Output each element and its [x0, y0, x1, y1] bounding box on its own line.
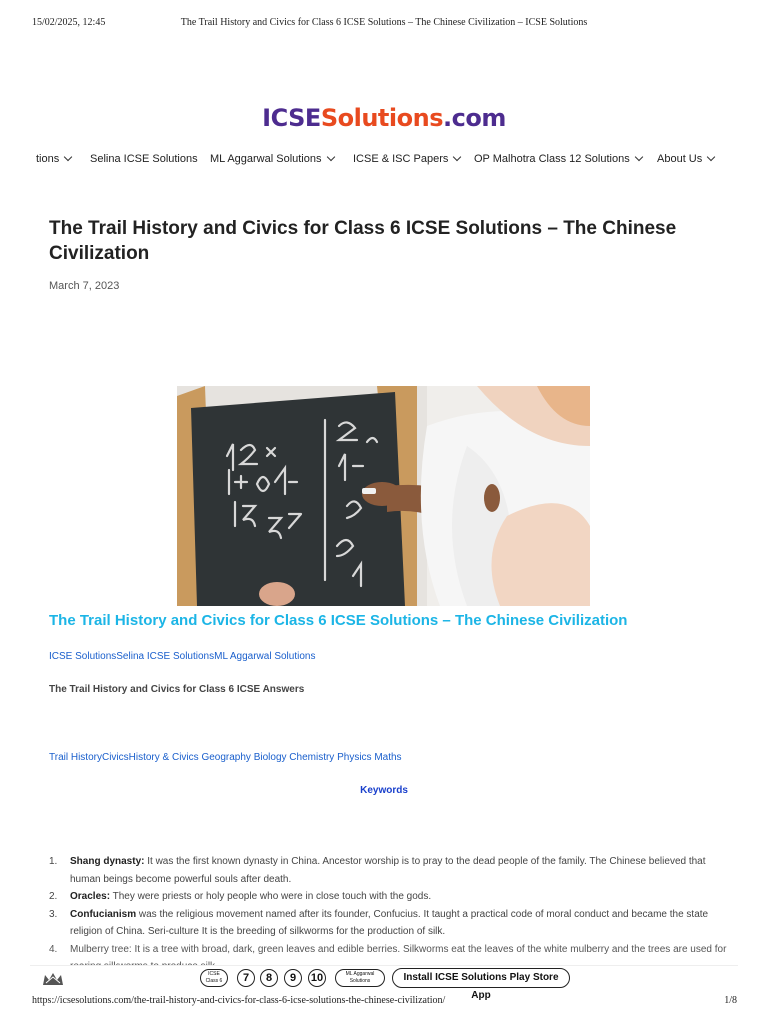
list-item-text: It was the first known dynasty in China. Ancestor worship is to pray to the dead people of the family. The Chinese believed that human beings become powerful souls after death.	[70, 856, 706, 885]
list-item-number: 3.	[49, 908, 58, 920]
install-app-button[interactable]: Install ICSE Solutions Play Store App	[392, 968, 570, 988]
ml-aggarwal-top-label: ML Aggarwal	[345, 971, 375, 977]
print-header	[0, 17, 768, 31]
crown-logo-icon[interactable]	[42, 971, 64, 987]
link-civics[interactable]: Civics	[101, 752, 129, 763]
nav-item-about-us[interactable]	[657, 153, 714, 165]
answers-heading: The Trail History and Civics for Class 6 ICSE Answers	[49, 684, 305, 695]
print-footer	[0, 995, 768, 1009]
logo-part-com: .com	[442, 104, 506, 132]
nav-item-ml-aggarwal[interactable]	[210, 153, 334, 165]
print-page-number: 1/8	[724, 995, 737, 1006]
class-8-button[interactable]: 8	[260, 969, 278, 987]
chevron-down-icon	[453, 153, 461, 161]
ml-aggarwal-bottom-label: Solutions	[349, 978, 371, 984]
list-item	[49, 888, 729, 906]
chevron-down-icon	[707, 153, 715, 161]
article-sub-title: The Trail History and Civics for Class 6 ICSE Solutions – The Chinese Civilization	[49, 612, 628, 629]
link-trail-history[interactable]: Trail History	[49, 752, 102, 763]
list-item-text: was the religious movement named after its founder, Confucius. It taught a practical code of moral conduct and became the state religion of China. Seri-culture It is the breeding of silkworms for the production of silk.	[70, 908, 709, 937]
link-icse-solutions[interactable]: ICSE Solutions	[49, 651, 117, 662]
main-nav	[0, 153, 768, 169]
nav-item-selina[interactable]	[90, 153, 198, 165]
link-chemistry[interactable]: Chemistry	[289, 752, 335, 763]
article-title: The Trail History and Civics for Class 6 ICSE Solutions – The Chinese Civilization	[49, 218, 677, 264]
list-item	[49, 853, 729, 888]
list-item	[49, 906, 729, 941]
logo-part-icse: ICSE	[262, 104, 321, 132]
link-biology[interactable]: Biology	[253, 752, 287, 763]
class-7-button[interactable]: 7	[237, 969, 255, 987]
nav-item-label: ICSE & ISC Papers	[353, 153, 449, 165]
category-links	[49, 651, 315, 662]
list-item-text: Mulberry tree: It is a tree with broad, dark, green leaves and edible berries. Silkworms eat the leaves of the white mulberry and the trees are used for	[70, 943, 727, 955]
site-logo[interactable]	[0, 104, 768, 132]
nav-item-label: tions	[36, 153, 60, 165]
nav-item-label: OP Malhotra Class 12 Solutions	[474, 153, 630, 165]
article-date: March 7, 2023	[49, 280, 120, 292]
nav-item-op-malhotra[interactable]	[474, 153, 642, 165]
nav-item-icse-isc-papers[interactable]	[353, 153, 460, 165]
chevron-down-icon	[326, 153, 334, 161]
hero-image	[177, 386, 590, 606]
list-item-number: 1.	[49, 856, 58, 867]
keywords-heading: Keywords	[360, 785, 408, 796]
list-item-term: Oracles:	[70, 891, 111, 902]
print-url: https://icsesolutions.com/the-trail-history-and-civics-for-class-6-icse-solutions-the-chinese-civilization/	[32, 995, 446, 1006]
ml-aggarwal-solutions-button[interactable]	[335, 969, 385, 987]
link-selina-icse-solutions[interactable]: Selina ICSE Solutions	[116, 651, 215, 662]
chevron-down-icon	[634, 153, 642, 161]
list-item-number: 4.	[49, 943, 58, 955]
link-history-civics[interactable]: History & Civics	[128, 752, 199, 763]
print-page-title: The Trail History and Civics for Class 6 ICSE Solutions – The Chinese Civilization – ICSE Solutions	[180, 17, 588, 28]
chalkboard-photo	[177, 386, 590, 606]
keywords-list	[49, 853, 729, 976]
link-geography[interactable]: Geography	[201, 752, 251, 763]
link-physics[interactable]: Physics	[337, 752, 372, 763]
class-9-button[interactable]: 9	[284, 969, 302, 987]
logo-part-solutions: Solutions	[320, 104, 443, 132]
list-item-term: Confucianism	[70, 908, 137, 920]
print-timestamp: 15/02/2025, 12:45	[32, 17, 106, 28]
nav-item-label: About Us	[657, 153, 703, 165]
class-10-button[interactable]: 10	[308, 969, 326, 987]
list-item-text: They were priests or holy people who were in close touch with the gods.	[110, 891, 432, 902]
list-item-term: Shang dynasty:	[70, 856, 145, 867]
link-ml-aggarwal-solutions[interactable]: ML Aggarwal Solutions	[214, 651, 316, 662]
nav-item-icse-solutions[interactable]	[36, 153, 71, 165]
icse-class-6-bottom-label: Class 6	[205, 978, 223, 984]
nav-item-label: ML Aggarwal Solutions	[210, 153, 322, 165]
list-item-number: 2.	[49, 891, 58, 902]
link-maths[interactable]: Maths	[374, 752, 402, 763]
icse-class-6-button[interactable]	[200, 969, 228, 987]
subject-links	[49, 752, 402, 763]
chevron-down-icon	[64, 153, 72, 161]
nav-item-label: Selina ICSE Solutions	[90, 153, 198, 165]
icse-class-6-top-label: ICSE	[208, 971, 220, 977]
